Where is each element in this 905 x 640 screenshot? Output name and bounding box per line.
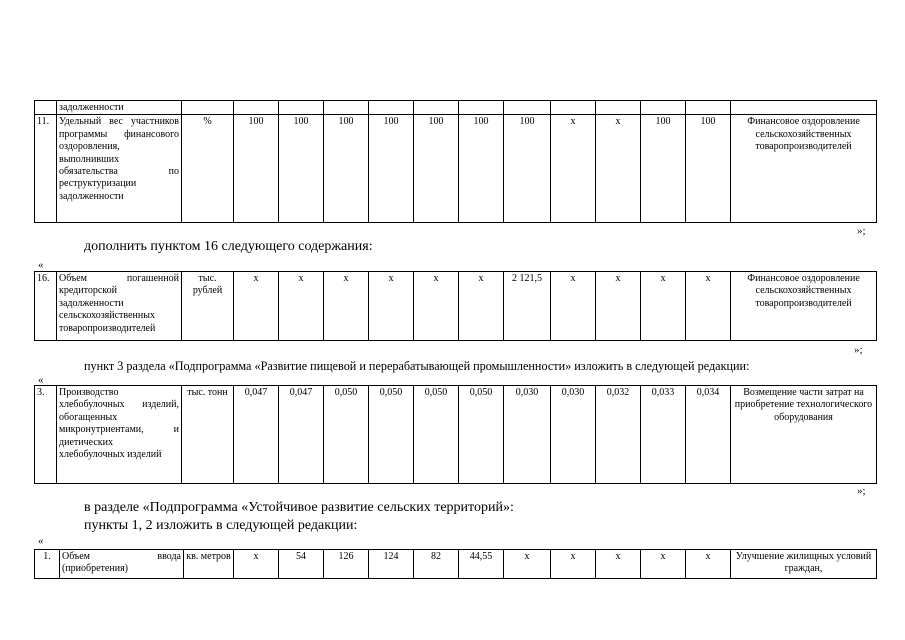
closing-quote: »; xyxy=(857,225,866,237)
table-subsidy-participants xyxy=(34,100,877,223)
cell-unit: кв. метров xyxy=(184,550,234,579)
cell-num: 11. xyxy=(35,115,57,223)
cell-name: Объем погашенной кредиторской задолженности сельскохозяйственных товаропроизводителей xyxy=(57,272,182,341)
cell-value: 54 xyxy=(279,550,324,579)
cell-value: 0,050 xyxy=(414,386,459,484)
cell-value: x xyxy=(459,272,504,341)
cell-value: x xyxy=(551,272,596,341)
paragraph-text: дополнить пунктом 16 следующего содержания: xyxy=(84,239,373,254)
cell-unit: тыс. рублей xyxy=(182,272,234,341)
cell-value: 100 xyxy=(324,115,369,223)
cell-value: 44,55 xyxy=(459,550,504,579)
cell-value: x xyxy=(686,272,731,341)
cell-value: x xyxy=(641,550,686,579)
cell-value: 0,050 xyxy=(324,386,369,484)
cell-value: 100 xyxy=(279,115,324,223)
cell-note: Возмещение части затрат на приобретение технологического оборудования xyxy=(731,386,877,484)
table-bakery-production xyxy=(34,385,877,484)
cell-value: 0,030 xyxy=(504,386,551,484)
cell-unit: % xyxy=(182,115,234,223)
cell-name-continued: задолженности xyxy=(57,101,182,115)
cell-value: 0,033 xyxy=(641,386,686,484)
cell-value: x xyxy=(279,272,324,341)
cell-value: x xyxy=(641,272,686,341)
table-housing-input xyxy=(34,549,877,579)
cell-value: 0,032 xyxy=(596,386,641,484)
cell-value: 0,030 xyxy=(551,386,596,484)
cell-num: 16. xyxy=(35,272,57,341)
cell-value: 100 xyxy=(369,115,414,223)
closing-quote: »; xyxy=(857,485,866,497)
cell-num: 1. xyxy=(35,550,60,579)
paragraph-text: пункты 1, 2 изложить в следующей редакции: xyxy=(84,518,358,533)
cell-value: x xyxy=(234,272,279,341)
cell-value: x xyxy=(596,550,641,579)
cell-value: x xyxy=(369,272,414,341)
cell-value: 0,047 xyxy=(279,386,324,484)
cell-note: Финансовое оздоровление сельскохозяйственных товаропроизводителей xyxy=(731,272,877,341)
opening-quote: « xyxy=(38,374,44,386)
cell-value: x xyxy=(504,550,551,579)
cell-value: x xyxy=(414,272,459,341)
closing-quote: »; xyxy=(854,344,863,356)
table-row xyxy=(35,386,877,484)
cell-value: 126 xyxy=(324,550,369,579)
cell-name: Удельный вес участников программы финансового оздоровления, выполнивших обязательства по реструктуризации задолженности xyxy=(57,115,182,223)
cell-value: x xyxy=(596,272,641,341)
opening-quote: « xyxy=(38,259,44,271)
cell-note: Финансовое оздоровление сельскохозяйственных товаропроизводителей xyxy=(731,115,877,223)
cell-value: x xyxy=(686,550,731,579)
cell-value: 100 xyxy=(459,115,504,223)
cell-value: 100 xyxy=(686,115,731,223)
table-row xyxy=(35,115,877,223)
cell-value: x xyxy=(596,115,641,223)
opening-quote: « xyxy=(38,535,44,547)
cell-value: 100 xyxy=(234,115,279,223)
cell-value: 124 xyxy=(369,550,414,579)
cell-num: 3. xyxy=(35,386,57,484)
cell-value: x xyxy=(234,550,279,579)
cell-name: Объем ввода (приобретения) xyxy=(60,550,184,579)
table-creditor-debt xyxy=(34,271,877,341)
cell-value: 0,034 xyxy=(686,386,731,484)
cell-value: x xyxy=(324,272,369,341)
cell-value: 0,050 xyxy=(459,386,504,484)
cell-value: x xyxy=(551,115,596,223)
table-row xyxy=(35,550,877,579)
cell-note: Улучшение жилищных условий граждан, xyxy=(731,550,877,579)
cell-value: 100 xyxy=(641,115,686,223)
cell-value: x xyxy=(551,550,596,579)
table-row xyxy=(35,272,877,341)
cell-value: 0,050 xyxy=(369,386,414,484)
cell-value: 2 121,5 xyxy=(504,272,551,341)
paragraph-text: пункт 3 раздела «Подпрограмма «Развитие пищевой и перерабатывающей промышленности» изложить в следующей редакции: xyxy=(84,359,750,373)
cell-name: Производство хлебобулочных изделий, обогащенных микронутриентами, и диетических хлебобулочных изделий xyxy=(57,386,182,484)
cell-value: 0,047 xyxy=(234,386,279,484)
table-row xyxy=(35,101,877,115)
cell-value: 82 xyxy=(414,550,459,579)
cell-value: 100 xyxy=(414,115,459,223)
cell-unit: тыс. тонн xyxy=(182,386,234,484)
cell-value: 100 xyxy=(504,115,551,223)
paragraph-text: в разделе «Подпрограмма «Устойчивое развитие сельских территорий»: xyxy=(84,500,514,515)
